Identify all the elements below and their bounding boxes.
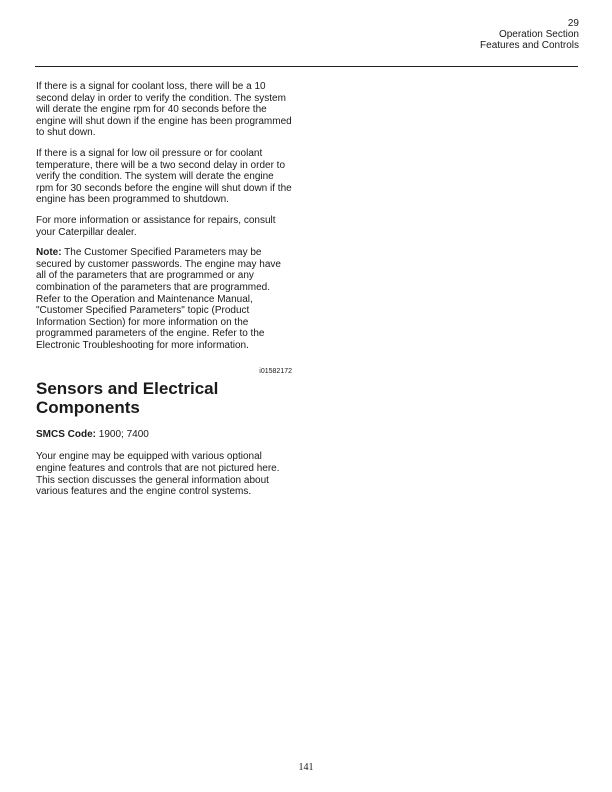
footer-page-number: 141	[298, 762, 314, 773]
paragraph-coolant-loss: If there is a signal for coolant loss, there will be a 10 second delay in order to verify the condition. The system will derate the engine rpm for 40 seconds before the engine will shut down if the engine has been programmed to shut down.	[36, 81, 292, 139]
note-label: Note:	[36, 247, 62, 259]
section-title: Sensors and Electrical Components	[36, 379, 219, 418]
main-column	[36, 81, 292, 507]
smcs-code	[36, 429, 292, 441]
smcs-value: 1900; 7400	[96, 429, 149, 441]
note-text: The Customer Specified Parameters may be secured by customer passwords. The engine may have all of the parameters that are programmed or any combination of the parameters that are programmed. Refer to the Operation and Maintenance Manual, "Customer Specified Parameters" topic (Product Information Section) for more information on the programmed parameters of the engine. Refer to the Electronic Troubleshooting for more information.	[36, 247, 281, 351]
smcs-label: SMCS Code:	[36, 429, 96, 441]
section-ref-id: i01582172	[259, 368, 292, 376]
header-subsection: Features and Controls	[480, 40, 579, 51]
header-divider	[35, 66, 578, 67]
header-page-number: 29	[567, 18, 579, 29]
paragraph-dealer-info: For more information or assistance for repairs, consult your Caterpillar dealer.	[36, 214, 276, 238]
header-section: Operation Section	[498, 29, 579, 40]
note-paragraph	[36, 247, 292, 351]
running-header	[480, 18, 579, 51]
paragraph-oil-pressure: If there is a signal for low oil pressure or for coolant temperature, there will be a two second delay in order to verify the condition. The system will derate the engine rpm for 30 seconds before the engine will shut down if the engine has been programmed to shutdown.	[36, 147, 292, 206]
paragraph-section-intro: Your engine may be equipped with various optional engine features and controls that are not pictured here. This section discusses the general information about various features and the engine control systems.	[36, 451, 280, 498]
